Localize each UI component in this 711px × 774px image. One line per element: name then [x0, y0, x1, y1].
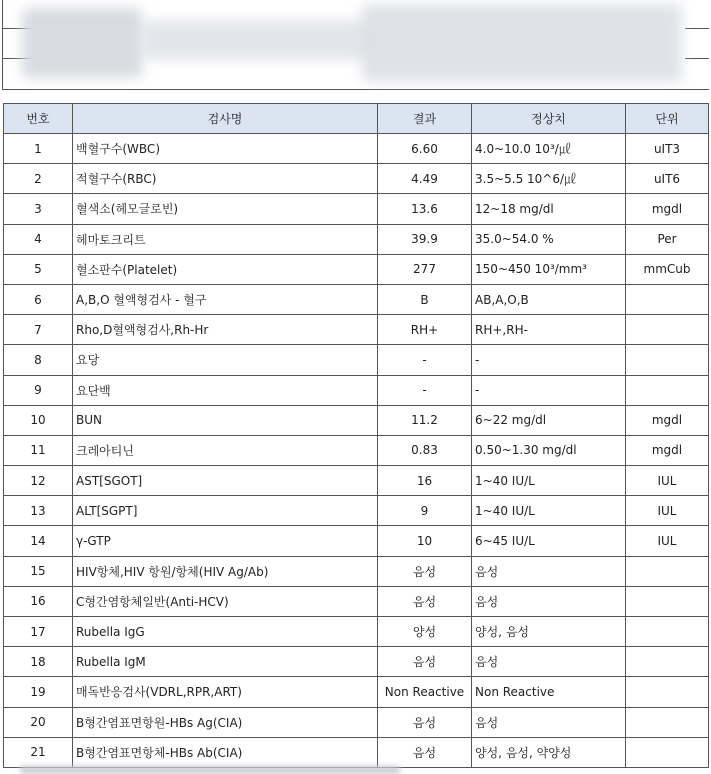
cell-no: 12	[4, 466, 73, 496]
cell-test-name: Rubella IgG	[73, 617, 378, 647]
cell-no: 8	[4, 345, 73, 375]
cell-unit	[626, 284, 709, 314]
cell-normal-range: 음성	[472, 556, 626, 586]
header-right-line-2	[685, 58, 709, 59]
table-row	[4, 435, 709, 465]
cell-no: 13	[4, 496, 73, 526]
header-result: 결과	[378, 104, 472, 134]
cell-unit	[626, 345, 709, 375]
cell-no: 10	[4, 405, 73, 435]
table-row	[4, 617, 709, 647]
cell-result: 6.60	[378, 134, 472, 164]
cell-normal-range: 음성	[472, 647, 626, 677]
cell-unit: mgdl	[626, 194, 709, 224]
cell-unit	[626, 586, 709, 616]
cell-normal-range: 0.50~1.30 mg/dl	[472, 435, 626, 465]
table-row	[4, 254, 709, 284]
cell-unit: mmCub	[626, 254, 709, 284]
header-no: 번호	[4, 104, 73, 134]
cell-test-name: 헤마토크리트	[73, 224, 378, 254]
cell-no: 9	[4, 375, 73, 405]
redacted-block-3	[362, 4, 682, 82]
cell-unit	[626, 315, 709, 345]
cell-no: 20	[4, 707, 73, 737]
cell-unit: IUL	[626, 496, 709, 526]
table-row	[4, 315, 709, 345]
cell-result: 음성	[378, 647, 472, 677]
cell-normal-range: 1~40 IU/L	[472, 496, 626, 526]
cell-unit	[626, 707, 709, 737]
cell-test-name: 혈색소(헤모글로빈)	[73, 194, 378, 224]
cell-no: 4	[4, 224, 73, 254]
cell-test-name: C형간염항체일반(Anti-HCV)	[73, 586, 378, 616]
cell-test-name: A,B,O 혈액형검사 - 혈구	[73, 284, 378, 314]
table-row	[4, 586, 709, 616]
cell-unit	[626, 556, 709, 586]
cell-normal-range: -	[472, 375, 626, 405]
cell-result: -	[378, 375, 472, 405]
cell-no: 11	[4, 435, 73, 465]
table-row	[4, 405, 709, 435]
cell-test-name: B형간염표면항체-HBs Ab(CIA)	[73, 737, 378, 767]
cell-result: 음성	[378, 737, 472, 767]
cell-result: Non Reactive	[378, 677, 472, 707]
cell-unit: uIT6	[626, 164, 709, 194]
cell-unit: mgdl	[626, 405, 709, 435]
redacted-block-2	[142, 20, 372, 60]
cell-normal-range: -	[472, 345, 626, 375]
table-row	[4, 164, 709, 194]
cell-normal-range: 양성, 음성, 약양성	[472, 737, 626, 767]
cell-result: 39.9	[378, 224, 472, 254]
cell-unit	[626, 617, 709, 647]
cell-no: 2	[4, 164, 73, 194]
cell-test-name: 혈소판수(Platelet)	[73, 254, 378, 284]
cell-test-name: 요단백	[73, 375, 378, 405]
cell-result: 10	[378, 526, 472, 556]
table-header-row	[4, 104, 709, 134]
cell-normal-range: 양성, 음성	[472, 617, 626, 647]
cell-unit: IUL	[626, 466, 709, 496]
table-row	[4, 134, 709, 164]
cell-no: 18	[4, 647, 73, 677]
cell-normal-range: 음성	[472, 586, 626, 616]
cell-no: 19	[4, 677, 73, 707]
cell-no: 1	[4, 134, 73, 164]
cell-test-name: 적혈구수(RBC)	[73, 164, 378, 194]
cell-no: 3	[4, 194, 73, 224]
cell-normal-range: 3.5~5.5 10^6/㎕	[472, 164, 626, 194]
cell-normal-range: 6~45 IU/L	[472, 526, 626, 556]
cell-result: 9	[378, 496, 472, 526]
cell-result: -	[378, 345, 472, 375]
table-row	[4, 466, 709, 496]
cell-no: 21	[4, 737, 73, 767]
cell-result: RH+	[378, 315, 472, 345]
cell-test-name: 요당	[73, 345, 378, 375]
header-left-border	[2, 0, 3, 90]
table-row	[4, 194, 709, 224]
header-test-name: 검사명	[73, 104, 378, 134]
header-unit: 단위	[626, 104, 709, 134]
cell-normal-range: 12~18 mg/dl	[472, 194, 626, 224]
cell-test-name: Rubella IgM	[73, 647, 378, 677]
cell-normal-range: Non Reactive	[472, 677, 626, 707]
table-row	[4, 737, 709, 767]
header-right-line-1	[685, 28, 709, 29]
cell-test-name: 백혈구수(WBC)	[73, 134, 378, 164]
cell-normal-range: 음성	[472, 707, 626, 737]
table-row	[4, 284, 709, 314]
table-row	[4, 556, 709, 586]
cell-test-name: γ-GTP	[73, 526, 378, 556]
cell-unit	[626, 737, 709, 767]
cell-result: 13.6	[378, 194, 472, 224]
cell-test-name: Rho,D혈액형검사,Rh-Hr	[73, 315, 378, 345]
cell-test-name: B형간염표면항원-HBs Ag(CIA)	[73, 707, 378, 737]
lab-results-table	[3, 103, 709, 768]
redacted-block-1	[22, 8, 142, 78]
cell-unit: uIT3	[626, 134, 709, 164]
cell-no: 6	[4, 284, 73, 314]
cell-result: 음성	[378, 556, 472, 586]
cell-no: 7	[4, 315, 73, 345]
cell-unit: Per	[626, 224, 709, 254]
cell-test-name: 매독반응검사(VDRL,RPR,ART)	[73, 677, 378, 707]
table-row	[4, 707, 709, 737]
table-row	[4, 345, 709, 375]
cell-no: 15	[4, 556, 73, 586]
cell-test-name: HIV항체,HIV 항원/항체(HIV Ag/Ab)	[73, 556, 378, 586]
cell-normal-range: 35.0~54.0 %	[472, 224, 626, 254]
cell-normal-range: 6~22 mg/dl	[472, 405, 626, 435]
table-row	[4, 677, 709, 707]
cell-result: 음성	[378, 707, 472, 737]
cell-no: 16	[4, 586, 73, 616]
cell-no: 14	[4, 526, 73, 556]
header-bottom-border	[2, 89, 709, 90]
cell-unit	[626, 677, 709, 707]
cell-unit: mgdl	[626, 435, 709, 465]
table-row	[4, 496, 709, 526]
table-row	[4, 647, 709, 677]
cell-result: 11.2	[378, 405, 472, 435]
cell-normal-range: AB,A,O,B	[472, 284, 626, 314]
cell-test-name: 크레아티닌	[73, 435, 378, 465]
table-row	[4, 224, 709, 254]
cell-result: B	[378, 284, 472, 314]
cell-unit: IUL	[626, 526, 709, 556]
cell-result: 4.49	[378, 164, 472, 194]
cell-test-name: AST[SGOT]	[73, 466, 378, 496]
cell-result: 음성	[378, 586, 472, 616]
cell-result: 16	[378, 466, 472, 496]
cell-unit	[626, 375, 709, 405]
cell-result: 양성	[378, 617, 472, 647]
header-normal-range: 정상치	[472, 104, 626, 134]
cell-normal-range: 1~40 IU/L	[472, 466, 626, 496]
cell-unit	[626, 647, 709, 677]
cell-normal-range: 150~450 10³/mm³	[472, 254, 626, 284]
cell-result: 0.83	[378, 435, 472, 465]
cell-test-name: BUN	[73, 405, 378, 435]
cell-normal-range: 4.0~10.0 10³/㎕	[472, 134, 626, 164]
cell-test-name: ALT[SGPT]	[73, 496, 378, 526]
cell-no: 17	[4, 617, 73, 647]
table-body	[4, 134, 709, 768]
table-row	[4, 375, 709, 405]
cell-normal-range: RH+,RH-	[472, 315, 626, 345]
table-row	[4, 526, 709, 556]
cell-no: 5	[4, 254, 73, 284]
cell-result: 277	[378, 254, 472, 284]
document-header-redacted	[2, 0, 709, 90]
